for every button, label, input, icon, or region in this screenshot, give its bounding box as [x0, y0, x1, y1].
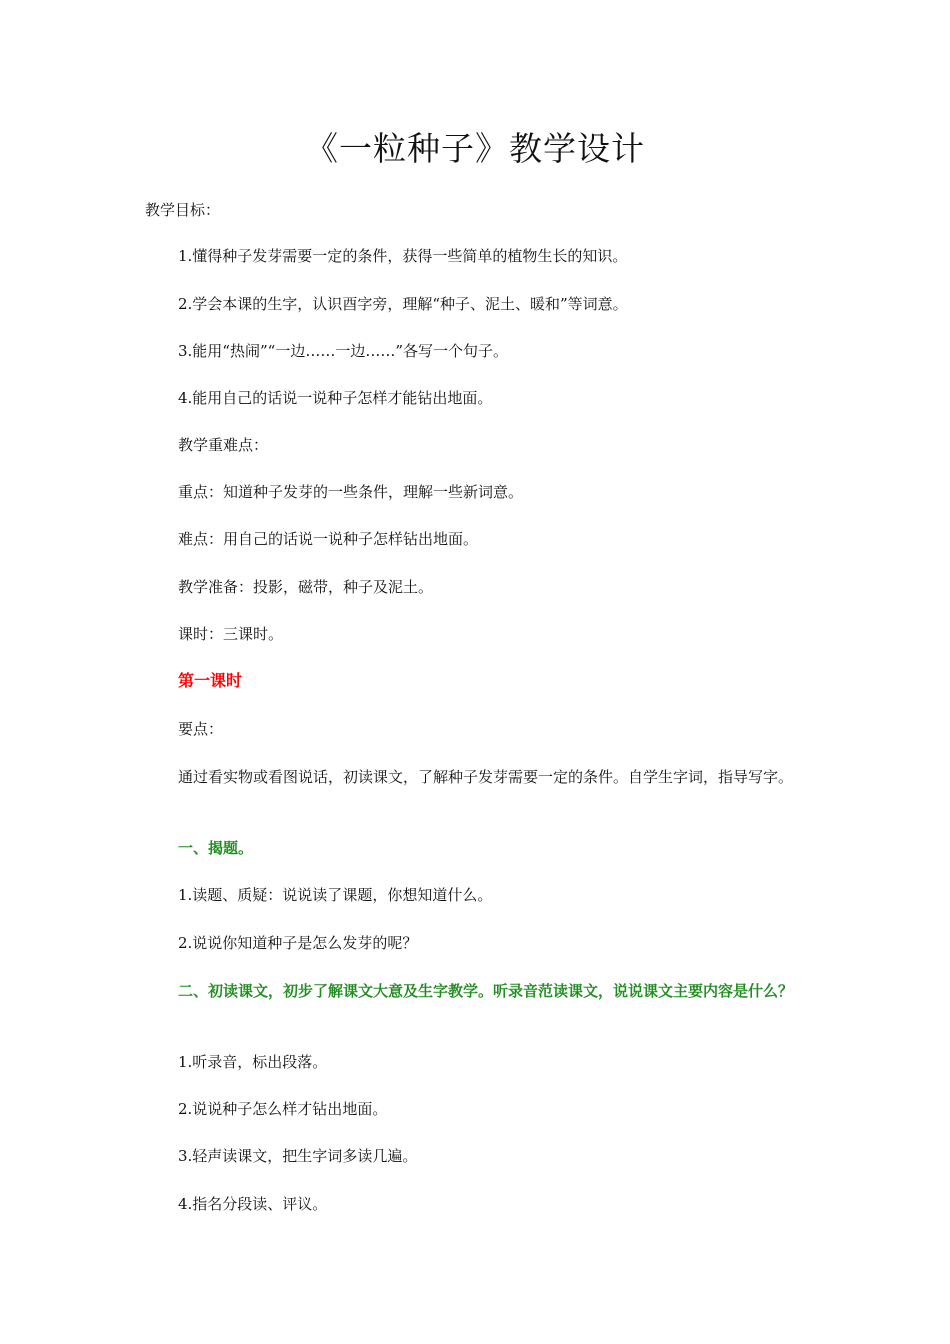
difficult-point: 难点：用自己的话说一说种子怎样钻出地面。	[178, 530, 479, 548]
document-title: 《一粒种子》教学设计	[305, 129, 645, 168]
section-1-item-2: 2.说说你知道种子是怎么发芽的呢？	[178, 934, 418, 952]
section-2-item-2: 2.说说种子怎么样才钻出地面。	[178, 1100, 388, 1118]
goal-item-1: 1.懂得种子发芽需要一定的条件，获得一些简单的植物生长的知识。	[178, 247, 628, 265]
goal-item-2: 2.学会本课的生字，认识酉字旁，理解“种子、泥土、暖和”等词意。	[178, 295, 628, 313]
first-period-heading: 第一课时	[178, 671, 243, 690]
points-heading: 要点：	[178, 720, 224, 738]
section-2-item-1: 1.听录音，标出段落。	[178, 1053, 328, 1071]
key-point: 重点：知道种子发芽的一些条件，理解一些新词意。	[178, 483, 524, 501]
section-2-item-4: 4.指名分段读、评议。	[178, 1195, 328, 1213]
section-1-item-1: 1.读题、质疑：说说读了课题，你想知道什么。	[178, 886, 493, 904]
section-1-heading: 一、揭题。	[178, 839, 254, 857]
goals-heading: 教学目标：	[145, 201, 221, 219]
section-2-item-3: 3.轻声读课文，把生字词多读几遍。	[178, 1147, 418, 1165]
goal-item-3: 3.能用“热闹”“一边……一边……”各写一个句子。	[178, 342, 508, 360]
section-2-heading: 二、初读课文，初步了解课文大意及生字教学。听录音范读课文，说说课文主要内容是什么？	[178, 982, 794, 1000]
goal-item-4: 4.能用自己的话说一说种子怎样才能钻出地面。	[178, 389, 493, 407]
teaching-preparation: 教学准备：投影，磁带，种子及泥土。	[178, 578, 434, 596]
class-periods: 课时：三课时。	[178, 625, 284, 643]
points-paragraph: 通过看实物或看图说话，初读课文，了解种子发芽需要一定的条件。自学生字词，指导写字。	[178, 768, 794, 786]
key-difficult-heading: 教学重难点：	[178, 436, 269, 454]
